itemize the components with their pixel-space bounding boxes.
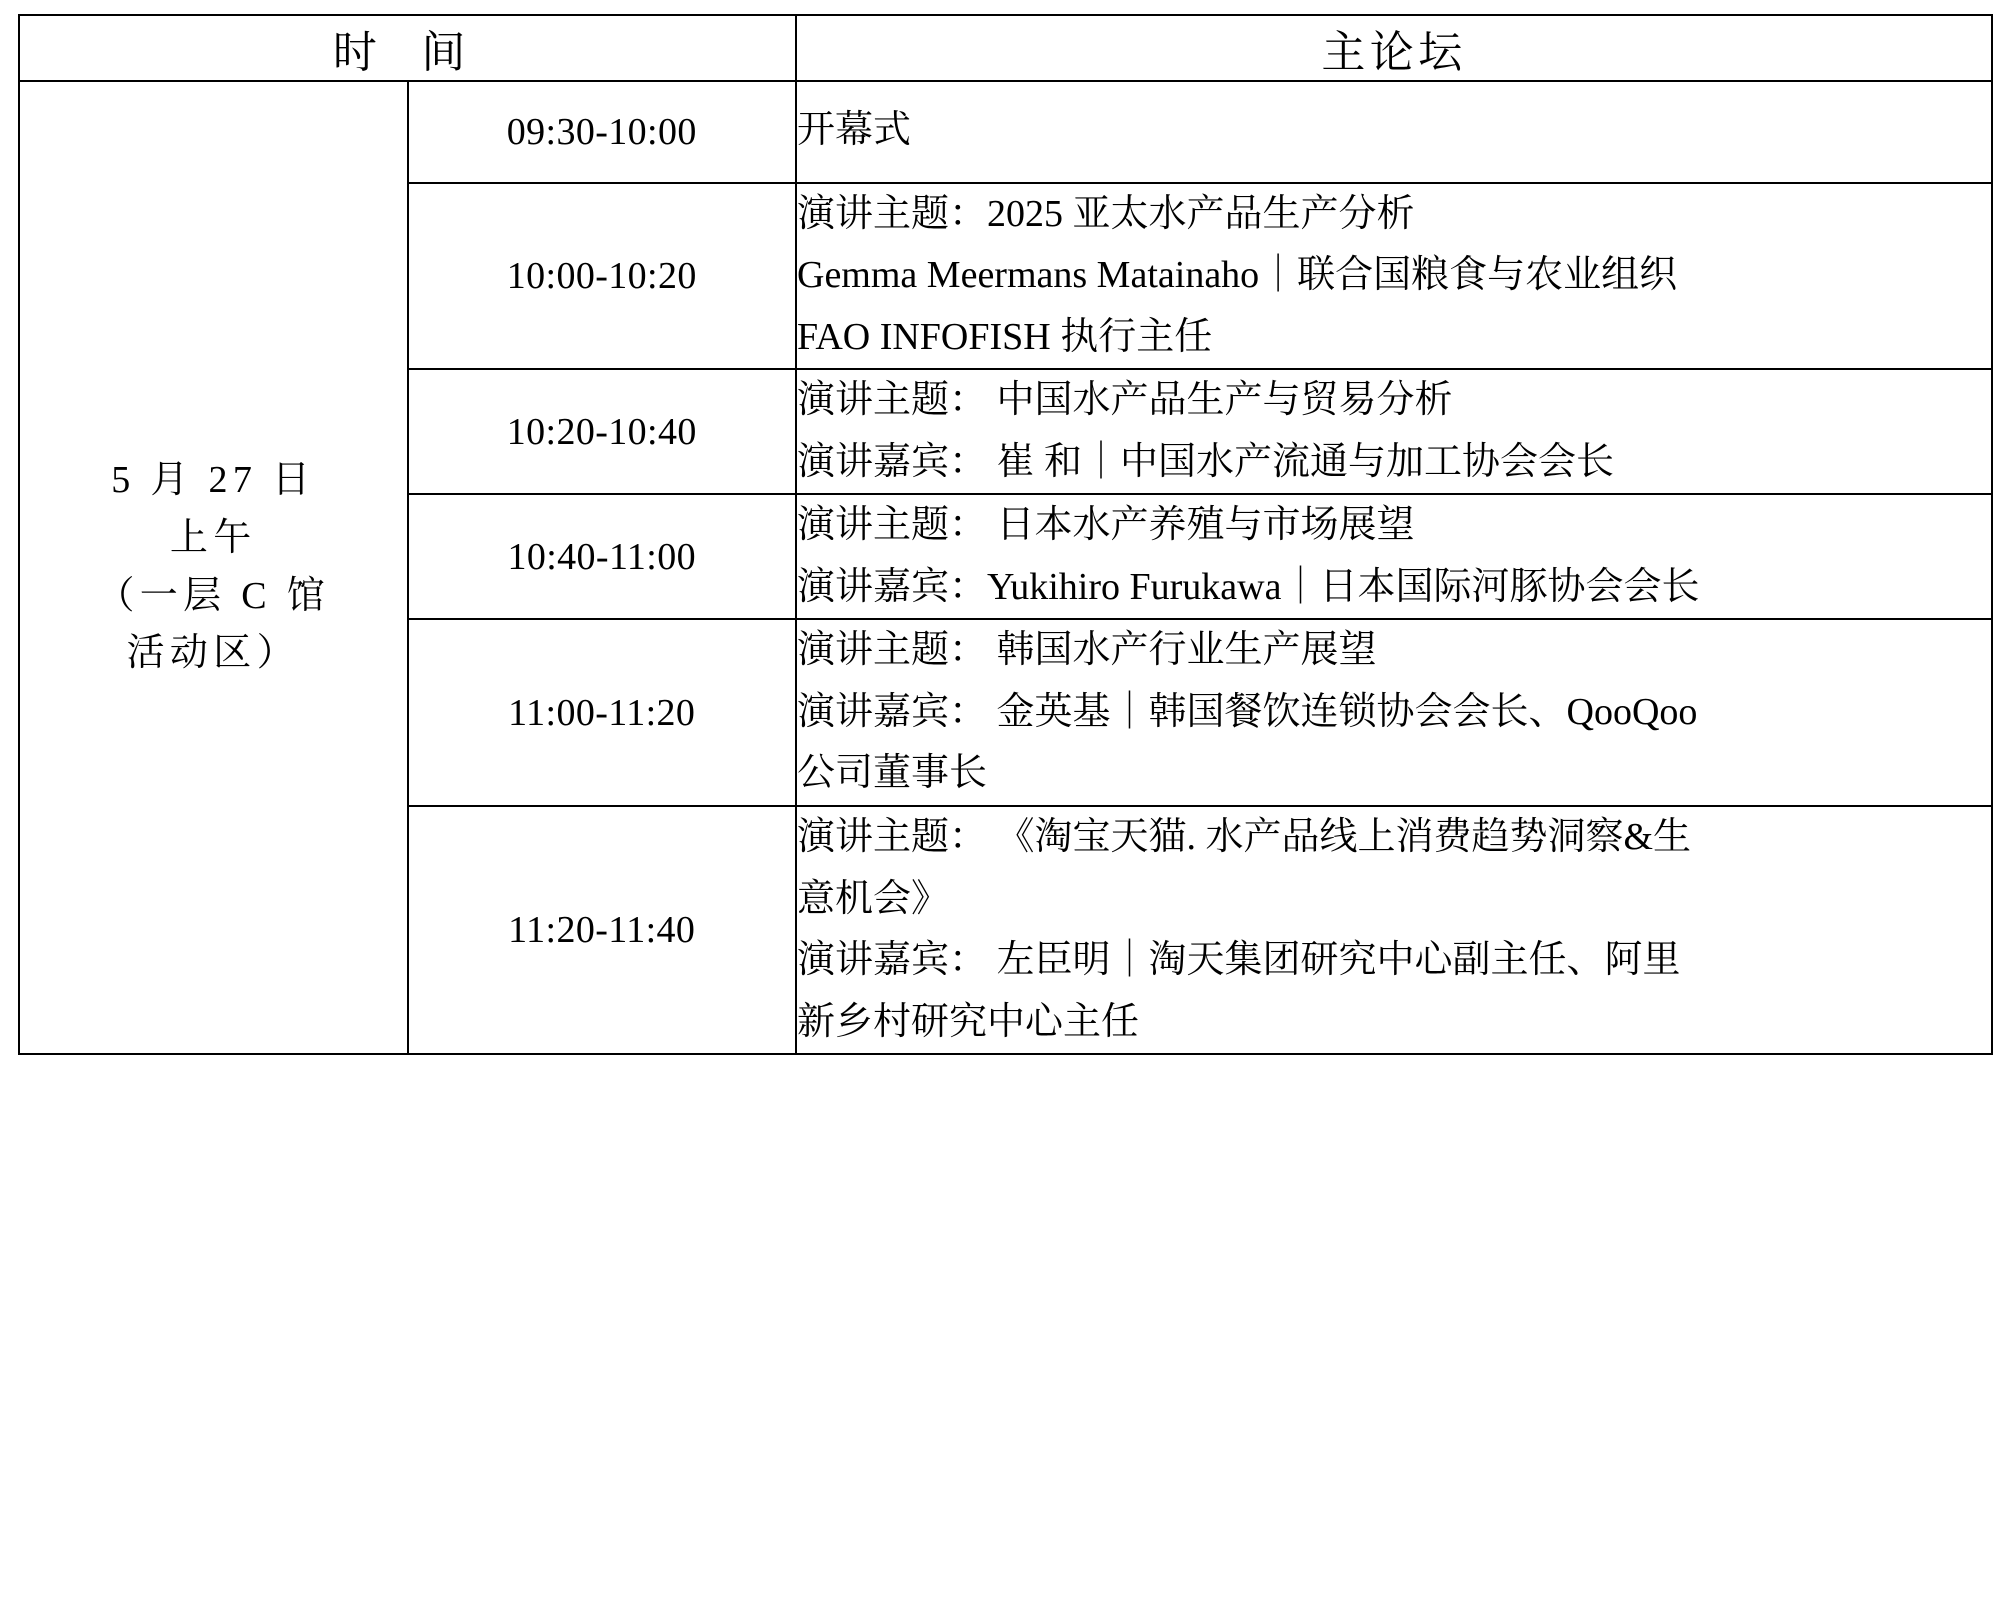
time-cell: 10:20-10:40	[408, 369, 797, 494]
session-line: 公司董事长	[797, 752, 988, 795]
table-header-row	[19, 15, 1992, 81]
session-line: 演讲主题： 中国水产品生产与贸易分析	[797, 379, 1453, 422]
session-line: 演讲主题： 日本水产养殖与市场展望	[797, 504, 1415, 547]
session-line: 演讲嘉宾： 金英基｜韩国餐饮连锁协会会长、QooQoo	[797, 690, 1698, 733]
session-content-cell	[796, 494, 1992, 619]
session-line: 演讲主题： 《淘宝天猫. 水产品线上消费趋势洞察&生	[797, 816, 1692, 859]
session-line: 演讲主题： 韩国水产行业生产展望	[797, 629, 1377, 672]
column-header-time: 时 间	[19, 15, 796, 81]
session-line: 新乡村研究中心主任	[797, 1000, 1140, 1043]
session-content-cell	[796, 806, 1992, 1054]
session-line: 意机会》	[797, 877, 950, 920]
session-line: Gemma Meermans Matainaho｜联合国粮食与农业组织	[797, 254, 1678, 297]
day-line: 5 月 27 日	[111, 459, 316, 502]
table-row	[19, 81, 1992, 183]
session-line: 演讲嘉宾：Yukihiro Furukawa｜日本国际河豚协会会长	[797, 565, 1700, 608]
session-content-cell	[796, 81, 1992, 183]
time-cell: 10:40-11:00	[408, 494, 797, 619]
session-line: 演讲嘉宾： 崔 和｜中国水产流通与加工协会会长	[797, 440, 1615, 483]
session-line: 开幕式	[797, 109, 912, 151]
schedule-table	[18, 14, 1993, 1055]
session-line: 演讲主题：2025 亚太水产品生产分析	[797, 192, 1415, 235]
column-header-main-forum: 主论坛	[796, 15, 1992, 81]
day-line: 活动区）	[126, 632, 300, 675]
time-cell: 09:30-10:00	[408, 81, 797, 183]
day-line: 上午	[169, 516, 257, 559]
day-line: （一层 C 馆	[96, 574, 331, 617]
time-cell: 11:00-11:20	[408, 619, 797, 806]
session-line: 演讲嘉宾： 左臣明｜淘天集团研究中心副主任、阿里	[797, 939, 1681, 982]
time-cell: 10:00-10:20	[408, 183, 797, 370]
session-content-cell	[796, 183, 1992, 370]
session-content-cell	[796, 619, 1992, 806]
day-session-cell	[19, 81, 408, 1054]
session-line: FAO INFOFISH 执行主任	[797, 315, 1213, 358]
session-content-cell	[796, 369, 1992, 494]
time-cell: 11:20-11:40	[408, 806, 797, 1054]
